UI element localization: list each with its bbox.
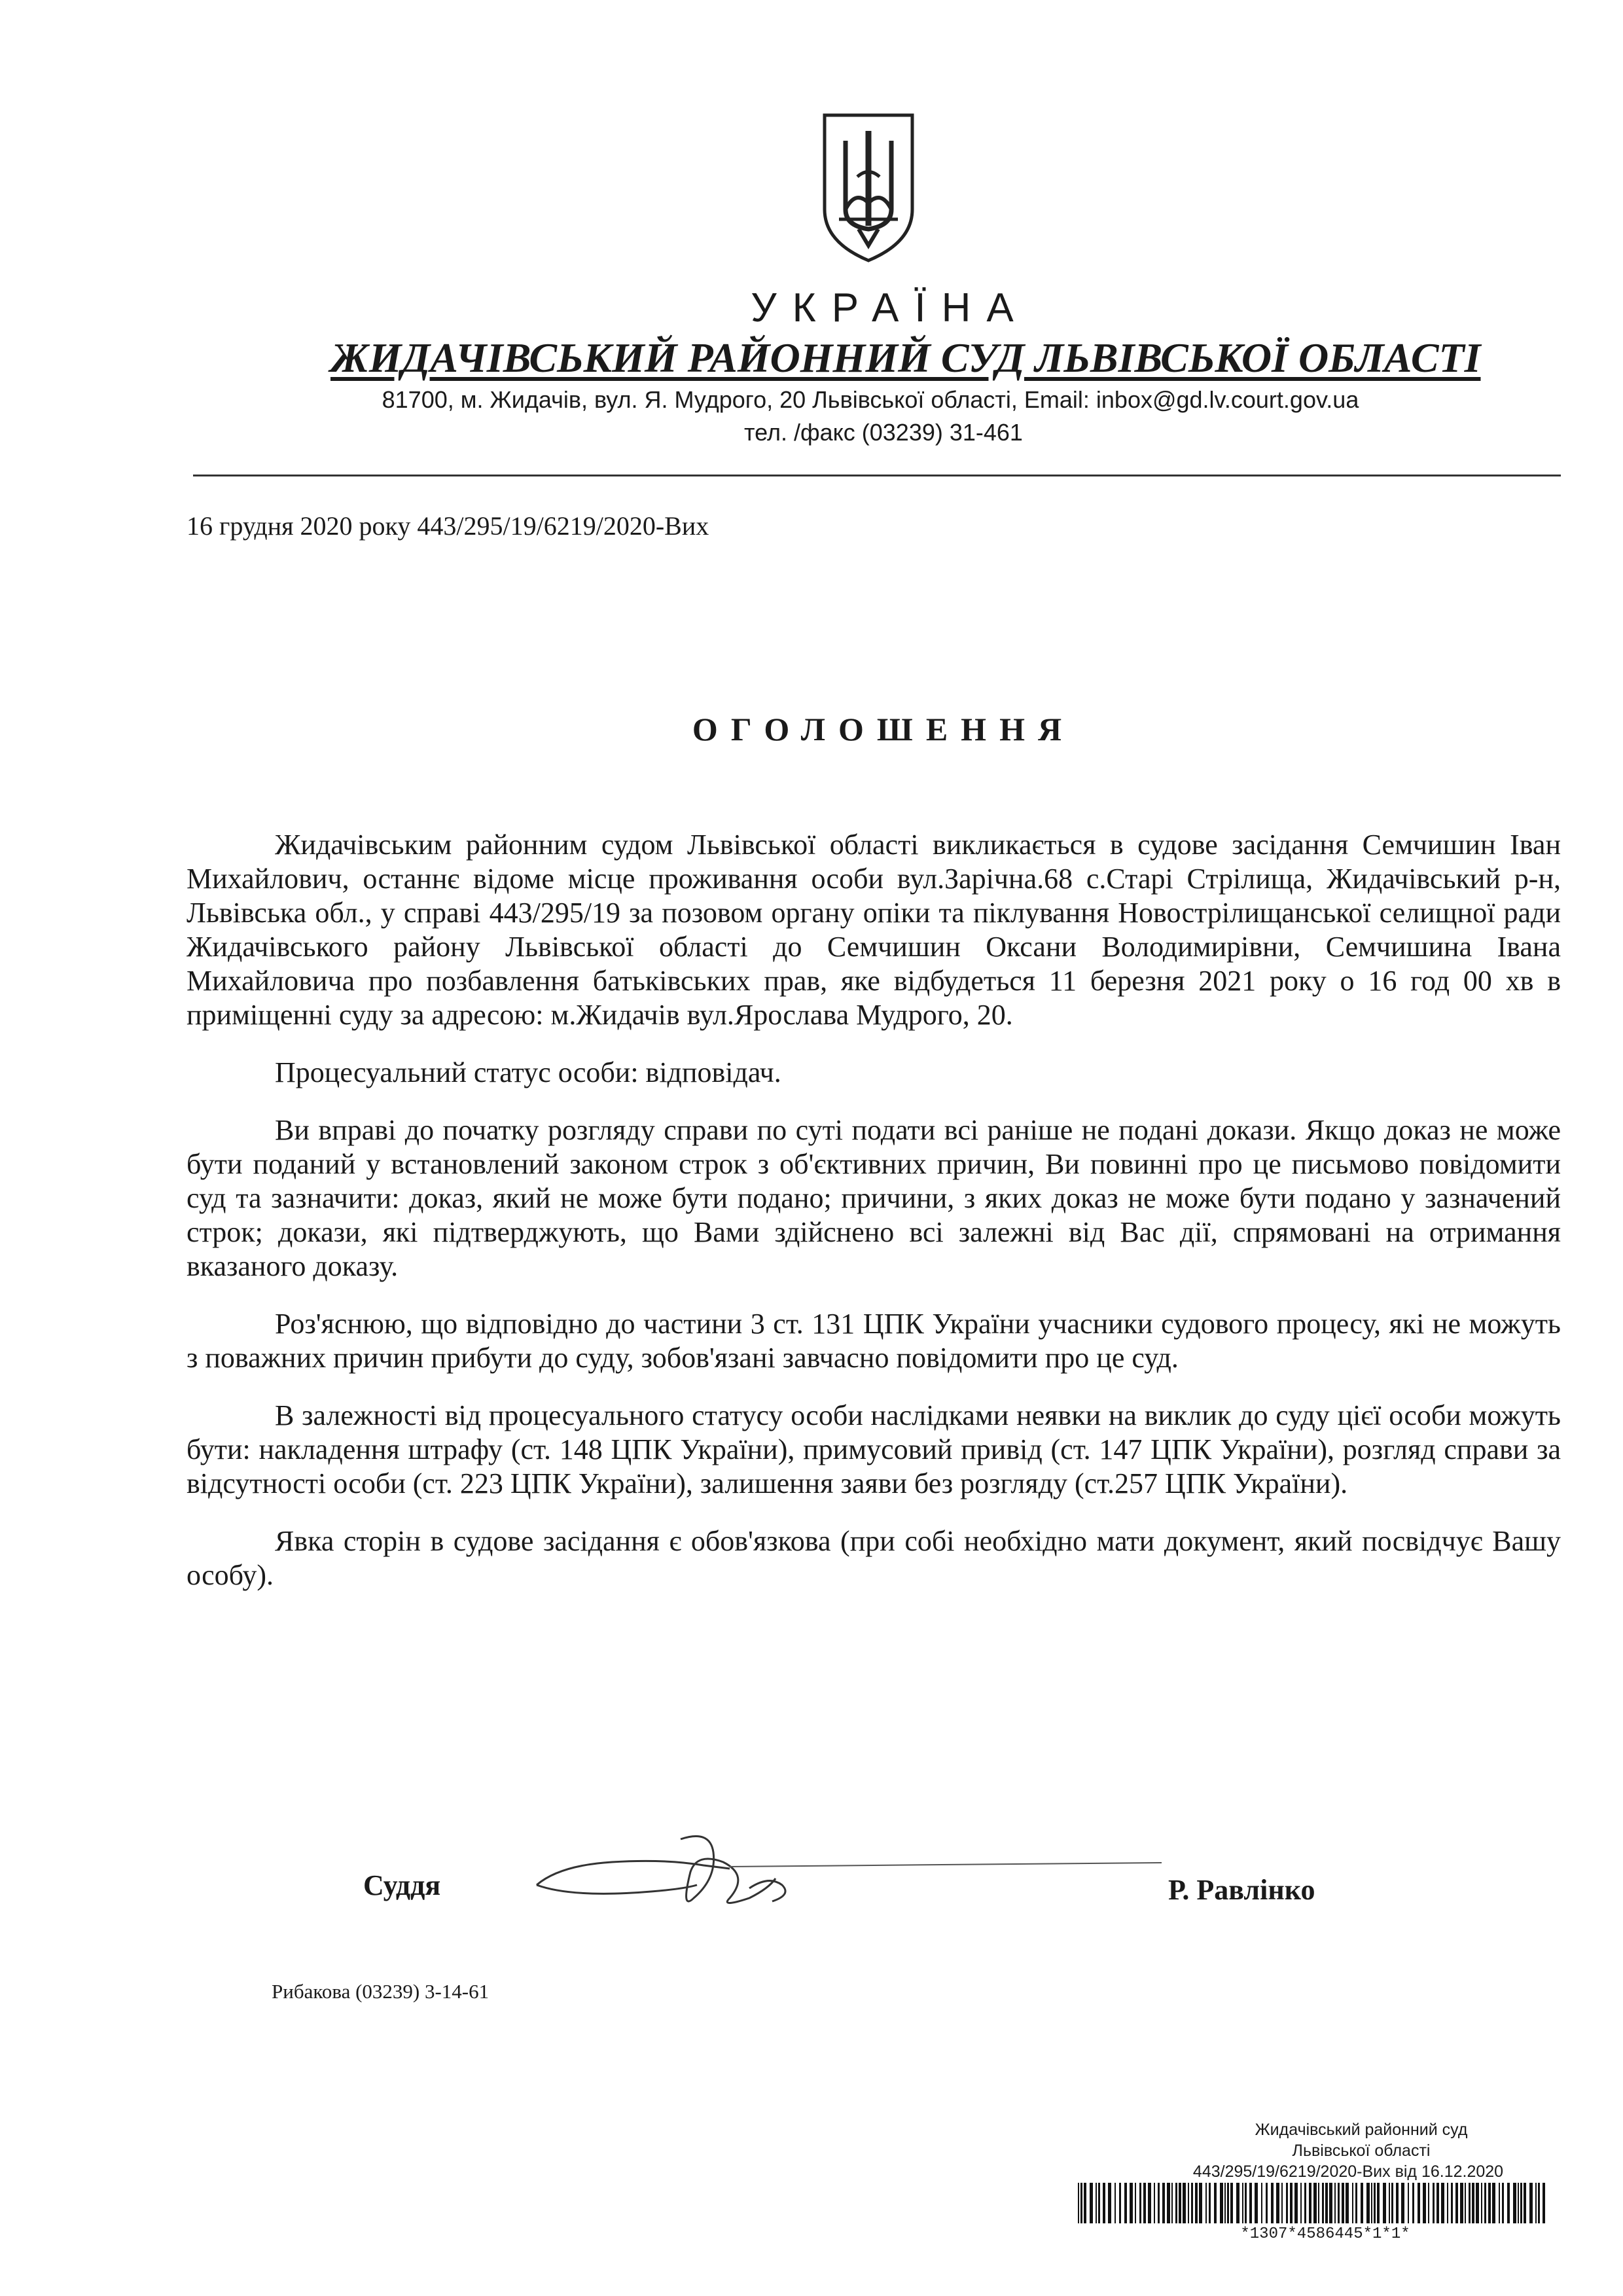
stamp-region: Львівської області — [1292, 2142, 1431, 2160]
barcode — [1077, 2183, 1548, 2223]
paragraph-consequences: В залежності від процесуального статусу особи наслідками неявки на виклик до суду цієї особи можуть бути: накладення штрафу (ст. 148 ЦПК України), примусовий привід (ст. 147 ЦПК України), розгляд справи за відсутності особи (ст. 223 ЦПК України), залишення заяви без розгляду (ст.257 ЦПК України). — [187, 1399, 1561, 1499]
paragraph-notice-duty: Роз'яснюю, що відповідно до частини 3 ст. 131 ЦПК України учасники судового процесу, які не можуть з поважних причин прибути до суду, зобов'язані завчасно повідомити про це суд. — [187, 1308, 1561, 1374]
court-address: 81700, м. Жидачів, вул. Я. Мудрого, 20 Львівської області, Email: inbox@gd.lv.court.gov.ua — [382, 386, 1359, 413]
paragraph-evidence: Ви вправі до початку розгляду справи по суті подати всі раніше не подані докази. Якщо доказ не може бути поданий у встановлений законом строк з об'єктивних причин, Ви повинні про це письмово повідомити суд та зазначити: доказ, який не може бути подано; причини, з яких доказ не може бути подано у зазначений строк; докази, які підтверджують, що Вами здійснено всі залежні від Вас дії, спрямовані на отримання вказаного доказу. — [187, 1114, 1561, 1282]
country-name: УКРАЇНА — [751, 285, 1029, 331]
court-name: ЖИДАЧІВСЬКИЙ РАЙОННИЙ СУД ЛЬВІВСЬКОЇ ОБЛАСТІ — [330, 334, 1481, 381]
handwritten-signature — [533, 1826, 1162, 1931]
header-divider — [193, 475, 1561, 476]
executor-contact: Рибакова (03239) 3-14-61 — [272, 1980, 490, 2003]
stamp-court-name: Жидачівський районний суд — [1255, 2121, 1468, 2139]
outgoing-number: 16 грудня 2020 року 443/295/19/6219/2020-Вих — [187, 511, 709, 541]
court-phone: тел. /факс (03239) 31-461 — [744, 419, 1023, 446]
paragraph-attendance: Явка сторін в судове засідання є обов'язкова (при собі необхідно мати документ, який посвідчує Вашу особу). — [187, 1525, 1561, 1591]
paragraph-status: Процесуальний статус особи: відповідач. — [275, 1056, 781, 1088]
announcement-body — [187, 828, 1561, 1616]
judge-name: Р. Равлінко — [1168, 1874, 1315, 1906]
document-heading: ОГОЛОШЕННЯ — [692, 711, 1075, 747]
judge-title: Суддя — [363, 1869, 441, 1901]
stamp-registration-number: 443/295/19/6219/2020-Вих від 16.12.2020 — [1192, 2162, 1504, 2181]
barcode-number: *1307*4586445*1*1* — [1240, 2225, 1410, 2243]
paragraph-summons: Жидачівським районним судом Львівської області викликається в судове засідання Семчишин Іван Михайлович, останнє відоме місце проживання особи вул.Зарічна.68 с.Старі Стрілища, Жидачівський р-н, Львівська обл., у справі 443/295/19 за позовом органу опіки та піклування Новострілищанської селищної ради Жидачівського району Львівської області до Семчишин Оксани Володимирівни, Семчишина Івана Михайловича про позбавлення батьківських прав, яке відбудеться 11 березня 2021 року о 16 год 00 хв в приміщенні суду за адресою: м.Жидачів вул.Ярослава Мудрого, 20. — [187, 829, 1561, 1031]
trident-coat-of-arms-icon — [819, 111, 918, 265]
